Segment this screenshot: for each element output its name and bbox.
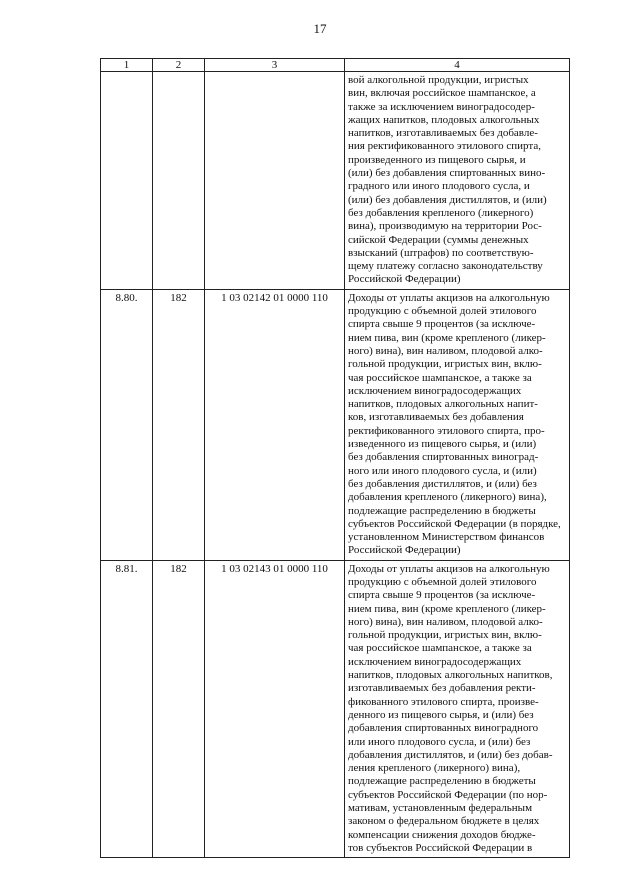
administrator-code: 182 bbox=[153, 560, 205, 858]
description-line: исключением виноградосодержащих bbox=[348, 384, 522, 397]
description-line: сийской Федерации (суммы денежных bbox=[348, 233, 529, 246]
description-line: вин, включая российское шампанское, а bbox=[348, 87, 536, 100]
description-line: законом о федеральном бюджете в целях bbox=[348, 815, 540, 828]
administrator-code: 182 bbox=[153, 289, 205, 560]
budget-classification-code: 1 03 02142 01 0000 110 bbox=[205, 289, 345, 560]
description-line: нием пива, вин (кроме крепленого (ликер- bbox=[348, 602, 546, 615]
description-line: Российской Федерации) bbox=[348, 273, 461, 286]
description-line: (или) без добавления дистиллятов, и (или) bbox=[348, 193, 547, 206]
description-line: субъектов Российской Федерации (по нор- bbox=[348, 788, 548, 801]
budget-classification-table bbox=[100, 58, 570, 858]
description-line: (или) без добавления спиртованных вино- bbox=[348, 167, 546, 180]
description-line: спирта свыше 9 процентов (за исключе- bbox=[348, 589, 536, 602]
description-line: Российской Федерации) bbox=[348, 544, 461, 557]
description-line: гольной продукции, игристых вин, вклю- bbox=[348, 358, 542, 371]
description-line: напитков, плодовых алкогольных напит- bbox=[348, 398, 538, 411]
description-line: вина), производимую на территории Рос- bbox=[348, 220, 542, 233]
budget-classification-code: 1 03 02143 01 0000 110 bbox=[205, 560, 345, 858]
description-line: спирта свыше 9 процентов (за исключе- bbox=[348, 318, 536, 331]
description-line: ного или иного плодового сусла, и (или) bbox=[348, 464, 537, 477]
description-line: ректификованного этилового спирта, про- bbox=[348, 424, 545, 437]
table-row bbox=[101, 560, 570, 858]
description-line: изготавливаемых без добавления ректи- bbox=[348, 682, 536, 695]
page-number: 17 bbox=[313, 21, 327, 36]
description-line: подлежащие распределению в бюджеты bbox=[348, 504, 536, 517]
description-line: вой алкогольной продукции, игристых bbox=[348, 74, 529, 86]
budget-classification-code bbox=[205, 72, 345, 290]
revenue-description bbox=[345, 72, 570, 290]
header-col-1: 1 bbox=[101, 59, 153, 72]
description-line: ния ректификованного этилового спирта, bbox=[348, 140, 541, 153]
description-line: чая российское шампанское, а также за bbox=[348, 371, 532, 384]
table-row bbox=[101, 72, 570, 290]
description-line: исключением виноградосодержащих bbox=[348, 655, 522, 668]
description-line: изведенного из пищевого сырья, и (или) bbox=[348, 438, 537, 451]
description-line: субъектов Российской Федерации (в порядке, bbox=[348, 517, 561, 530]
revenue-description bbox=[345, 560, 570, 858]
description-line: фикованного этилового спирта, произве- bbox=[348, 695, 539, 708]
description-line: без добавления крепленого (ликерного) bbox=[348, 206, 534, 219]
description-line: без добавления дистиллятов, и (или) без bbox=[348, 477, 537, 490]
description-line: градного или иного плодового сусла, и bbox=[348, 180, 530, 193]
description-line: ного) вина), вин наливом, плодовой алко- bbox=[348, 344, 543, 357]
description-line: продукцию с объемной долей этилового bbox=[348, 575, 537, 588]
description-line: Доходы от уплаты акцизов на алкогольную bbox=[348, 291, 550, 304]
description-line: напитков, плодовых алкогольных напитков, bbox=[348, 669, 553, 682]
description-line: жащих напитков, плодовых алкогольных bbox=[348, 113, 540, 126]
description-line: добавления спиртованных виноградного bbox=[348, 722, 539, 735]
description-line: тов субъектов Российской Федерации в bbox=[348, 841, 533, 854]
description-line: ления крепленого (ликерного) вина), bbox=[348, 762, 521, 775]
description-line: денного из пищевого сырья, и (или) без bbox=[348, 708, 534, 721]
description-line: гольной продукции, игристых вин, вклю- bbox=[348, 629, 542, 642]
description-line: продукцию с объемной долей этилового bbox=[348, 305, 537, 318]
description-line: добавления дистиллятов, и (или) без добав- bbox=[348, 748, 553, 761]
description-line: мативам, установленным федеральным bbox=[348, 802, 533, 815]
table-header-row bbox=[101, 59, 570, 72]
description-line: ков, изготавливаемых без добавления bbox=[348, 411, 524, 424]
table-row bbox=[101, 289, 570, 560]
row-number: 8.80. bbox=[101, 289, 153, 560]
row-number bbox=[101, 72, 153, 290]
description-line: ного) вина), вин наливом, плодовой алко- bbox=[348, 615, 543, 628]
description-line: нием пива, вин (кроме крепленого (ликер- bbox=[348, 331, 546, 344]
description-line: компенсации снижения доходов бюдже- bbox=[348, 828, 536, 841]
description-line: также за исключением виноградосодер- bbox=[348, 100, 535, 113]
revenue-description bbox=[345, 289, 570, 560]
row-number: 8.81. bbox=[101, 560, 153, 858]
description-line: установленном Министерством финансов bbox=[348, 531, 545, 544]
description-line: напитков, изготавливаемых без добавле- bbox=[348, 127, 538, 140]
description-line: добавления крепленого (ликерного) вина), bbox=[348, 491, 547, 504]
administrator-code bbox=[153, 72, 205, 290]
description-line: подлежащие распределению в бюджеты bbox=[348, 775, 536, 788]
header-col-4: 4 bbox=[345, 59, 570, 72]
description-line: щему платежу согласно законодательству bbox=[348, 260, 543, 273]
description-line: или иного плодового сусла, и (или) без bbox=[348, 735, 531, 748]
header-col-2: 2 bbox=[153, 59, 205, 72]
description-line: чая российское шампанское, а также за bbox=[348, 642, 532, 655]
description-line: произведенного из пищевого сырья, и bbox=[348, 153, 526, 166]
header-col-3: 3 bbox=[205, 59, 345, 72]
description-line: Доходы от уплаты акцизов на алкогольную bbox=[348, 562, 550, 575]
description-line: без добавления спиртованных виноград- bbox=[348, 451, 539, 464]
table-body bbox=[101, 72, 570, 858]
description-line: взысканий (штрафов) по соответствую- bbox=[348, 246, 534, 259]
